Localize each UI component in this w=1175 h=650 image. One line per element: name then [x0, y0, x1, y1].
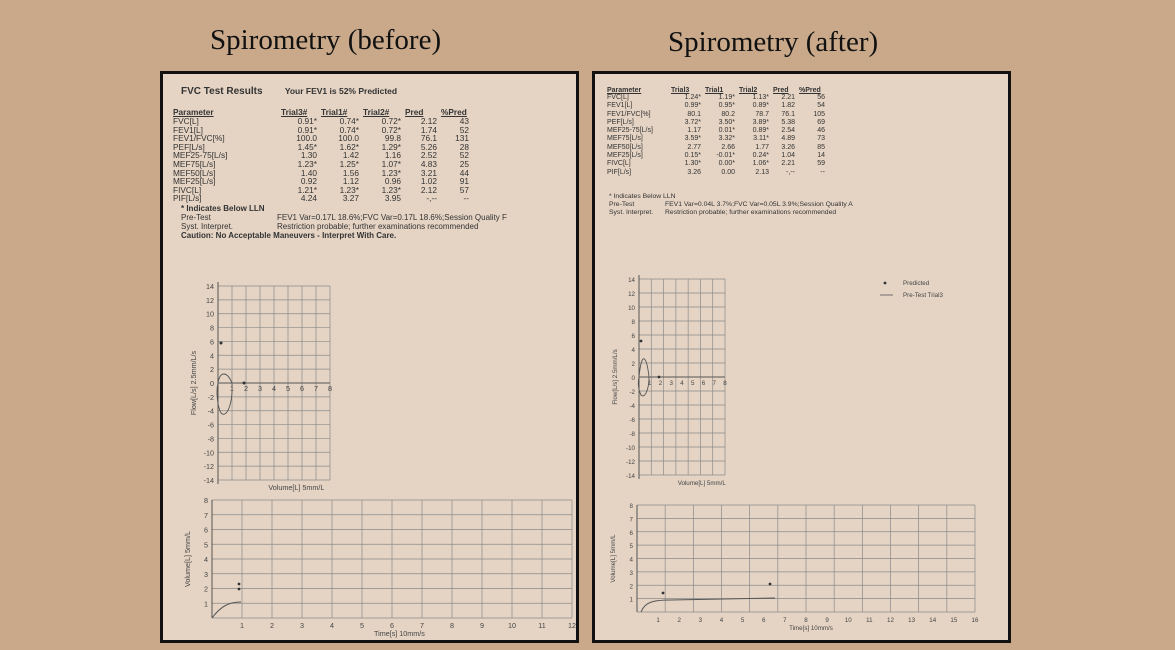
report-title: FVC Test Results [181, 86, 263, 97]
value-cell: 54 [817, 102, 825, 110]
value-cell: 85 [817, 143, 825, 151]
predicted-marker [238, 588, 241, 591]
x-tick-label: 3 [300, 621, 304, 630]
value-cell: 3.26 [781, 143, 795, 151]
parameter-cell: MEF25[L/s] [173, 176, 216, 187]
value-cell: -0.01* [716, 152, 735, 160]
x-tick-label: 7 [712, 380, 716, 387]
parameter-cell: FEV1/FVC[%] [607, 110, 651, 118]
value-cell: 0.91* [297, 124, 317, 135]
col-header: Trial2 [739, 87, 758, 94]
y-tick-label: 0 [631, 375, 635, 382]
x-tick-label: 16 [971, 617, 979, 624]
value-cell: 76.1 [420, 133, 437, 144]
x-axis-label: Time[s] 10mm/s [789, 625, 833, 632]
parameter-cell: PEF[L/s] [173, 141, 205, 152]
x-tick-label: 10 [508, 621, 516, 630]
y-tick-label: 14 [628, 277, 635, 284]
value-cell: 78.7 [755, 110, 769, 118]
y-tick-label: 5 [204, 540, 208, 550]
y-tick-label: -4 [629, 403, 635, 410]
value-cell: 0.00 [721, 168, 735, 176]
x-tick-label: 1 [656, 617, 660, 624]
y-tick-label: 10 [206, 309, 214, 319]
col-header: Trial3# [281, 107, 308, 117]
pretest-label: Pre-Test [181, 213, 211, 222]
value-cell: 1.13* [752, 94, 769, 101]
value-cell: 3.11* [753, 135, 769, 143]
value-cell: 3.50* [718, 118, 735, 126]
value-cell: 14 [817, 152, 825, 160]
x-tick-label: 6 [390, 621, 394, 630]
lln-note: * Indicates Below LLN [609, 193, 676, 200]
value-cell: 28 [459, 141, 469, 152]
y-axis-label: Volume[L] 5mm/L [183, 531, 192, 587]
y-tick-label: 2 [631, 361, 635, 368]
value-cell: 2.12 [420, 184, 437, 195]
value-cell: 0.89* [752, 102, 769, 110]
heading-before: Spirometry (before) [210, 24, 442, 56]
value-cell: 3.27 [342, 193, 359, 204]
value-cell: 46 [817, 127, 825, 135]
value-cell: 1.06* [752, 160, 769, 168]
value-cell: 0.15* [684, 152, 701, 160]
x-tick-label: 5 [691, 380, 695, 387]
value-cell: 1.16 [384, 150, 401, 161]
y-tick-label: 7 [629, 516, 633, 524]
x-tick-label: 3 [669, 380, 673, 387]
value-cell: 99.8 [384, 133, 401, 144]
x-tick-label: 1 [240, 621, 244, 630]
volume-time-curve [641, 598, 775, 612]
legend-predicted-marker [884, 282, 887, 285]
x-tick-label: 2 [658, 380, 663, 387]
x-tick-label: 8 [723, 380, 727, 387]
value-cell: 1.19* [718, 94, 735, 101]
x-tick-label: 3 [258, 384, 262, 393]
value-cell: 1.30* [684, 160, 701, 168]
value-cell: 2.77 [687, 143, 701, 151]
x-tick-label: 5 [286, 384, 290, 393]
x-tick-label: 5 [360, 621, 364, 630]
value-cell: 52 [459, 124, 469, 135]
y-tick-label: -8 [629, 431, 635, 438]
col-header: Trial1# [321, 107, 348, 117]
value-cell: 1.02 [420, 176, 437, 187]
parameter-cell: FIVC[L] [607, 160, 631, 168]
value-cell: 0.00* [718, 160, 735, 168]
y-tick-label: 14 [206, 282, 214, 291]
value-cell: 25 [459, 158, 469, 169]
value-cell: 1.24* [684, 94, 701, 101]
y-tick-label: 8 [210, 323, 214, 333]
x-axis-label: Volume[L] 5mm/L [677, 480, 726, 487]
x-tick-label: 6 [300, 384, 304, 393]
parameter-cell: FEV1[L] [607, 102, 633, 110]
predicted-marker [662, 592, 665, 595]
value-cell: 0.96 [384, 176, 401, 187]
value-cell: 4.83 [420, 158, 437, 169]
value-cell: 0.01* [718, 127, 735, 135]
col-header: Trial2# [363, 107, 390, 117]
value-cell: 1.56 [342, 167, 359, 178]
parameter-cell: PIF[L/s] [607, 168, 632, 176]
x-tick-label: 6 [701, 380, 706, 387]
value-cell: 1.21* [297, 184, 317, 195]
x-tick-label: 11 [866, 617, 873, 624]
y-tick-label: 2 [629, 583, 633, 591]
col-header: %Pred [799, 87, 821, 94]
y-tick-label: 1 [629, 596, 633, 604]
heading-after: Spirometry (after) [668, 26, 879, 58]
x-tick-label: 7 [783, 617, 787, 624]
x-tick-label: 11 [538, 621, 546, 630]
value-cell: 73 [817, 135, 825, 143]
value-cell: 3.26 [687, 168, 701, 176]
value-cell: 57 [459, 184, 469, 195]
y-tick-label: 4 [629, 556, 633, 564]
y-tick-label: 6 [204, 525, 208, 535]
parameter-cell: MEF50[L/s] [173, 167, 216, 178]
x-tick-label: 10 [844, 617, 852, 624]
parameter-cell: MEF50[L/s] [607, 143, 643, 151]
y-tick-label: 2 [204, 584, 208, 594]
value-cell: 43 [459, 116, 469, 126]
x-tick-label: 12 [568, 621, 576, 630]
fev1-summary: Your FEV1 is 52% Predicted [284, 86, 398, 96]
flow-volume-curve [217, 374, 232, 414]
col-header: Trial3 [671, 87, 690, 94]
value-cell: 3.95 [384, 193, 401, 204]
y-tick-label: 4 [210, 351, 214, 361]
value-cell: 59 [817, 160, 825, 168]
x-axis-label: Time[s] 10mm/s [374, 629, 425, 638]
y-tick-label: 8 [629, 503, 633, 510]
value-cell: 3.72* [684, 118, 701, 126]
value-cell: 1.29* [381, 141, 401, 152]
interp-text: Restriction probable; further examinations recommended [665, 209, 837, 216]
y-tick-label: 5 [629, 543, 633, 551]
y-tick-label: 12 [628, 291, 635, 298]
parameter-cell: FEV1[L] [173, 124, 203, 135]
y-tick-label: -12 [626, 459, 635, 466]
x-tick-label: 13 [908, 617, 916, 624]
charts-after [595, 74, 1008, 640]
y-tick-label: 1 [204, 599, 208, 609]
value-cell: 0.74* [339, 124, 359, 135]
y-tick-label: -10 [626, 445, 635, 452]
value-cell: 0.72* [381, 124, 401, 135]
value-cell: 4.24 [300, 193, 317, 204]
value-cell: 4.89 [781, 135, 795, 143]
parameter-cell: MEF25-75[L/s] [173, 150, 228, 161]
report-after-frame [592, 71, 1011, 643]
value-cell: 100.0 [338, 133, 359, 144]
value-cell: 2.66 [721, 143, 735, 151]
y-tick-label: -14 [203, 476, 214, 485]
y-tick-label: -6 [629, 417, 635, 424]
value-cell: 0.89* [752, 127, 769, 135]
predicted-marker [238, 583, 241, 586]
x-tick-label: 7 [420, 621, 424, 630]
parameter-cell: FEV1/FVC[%] [173, 133, 225, 144]
col-header: Parameter [173, 107, 214, 117]
y-tick-label: -6 [207, 420, 214, 430]
value-cell: 0.92 [300, 176, 317, 187]
value-cell: 1.45* [297, 141, 317, 152]
x-tick-label: 7 [314, 384, 318, 393]
x-tick-label: 4 [719, 617, 724, 624]
value-cell: 105 [813, 110, 825, 118]
x-tick-label: 2 [270, 621, 274, 630]
pretest-text: FEV1 Var=0.17L 18.6%;FVC Var=0.17L 18.6%;Session Quality F [277, 213, 507, 222]
interp-label: Syst. Interpret. [181, 222, 234, 231]
value-cell: 0.95* [718, 102, 735, 110]
value-cell: 1.12 [342, 176, 359, 187]
col-header: Pred [405, 107, 424, 117]
predicted-marker [243, 382, 246, 385]
y-tick-label: 0 [210, 379, 214, 388]
value-cell: 1.74 [420, 124, 437, 135]
value-cell: 1.25* [339, 158, 359, 169]
y-axis-label: Flow[L/s] 2.5mm/L/s [612, 349, 619, 405]
predicted-marker [220, 342, 223, 345]
value-cell: 3.89* [752, 118, 769, 126]
value-cell: 52 [459, 150, 469, 161]
parameter-cell: MEF75[L/s] [607, 135, 643, 143]
value-cell: 3.21 [420, 167, 437, 178]
value-cell: 5.26 [420, 141, 437, 152]
x-tick-label: 14 [929, 617, 937, 624]
x-tick-label: 3 [698, 617, 703, 624]
y-tick-label: -4 [207, 406, 214, 416]
report-before-frame [160, 71, 579, 643]
x-tick-label: 4 [272, 384, 276, 393]
value-cell: 1.77 [755, 143, 769, 151]
y-tick-label: -12 [203, 462, 214, 472]
x-tick-label: 1 [230, 384, 234, 393]
value-cell: 100.0 [296, 133, 317, 144]
y-tick-label: -10 [203, 448, 214, 458]
x-tick-label: 8 [328, 384, 332, 393]
value-cell: -- [820, 168, 825, 176]
parameter-cell: FIVC[L] [173, 184, 202, 195]
x-tick-label: 4 [680, 380, 684, 387]
value-cell: 1.42 [342, 150, 359, 161]
value-cell: 1.23* [339, 184, 359, 195]
value-cell: 56 [817, 94, 825, 101]
x-tick-label: 1 [648, 380, 652, 387]
pretest-label: Pre-Test [609, 201, 635, 208]
value-cell: 1.23* [381, 184, 401, 195]
y-tick-label: -2 [207, 392, 214, 402]
parameter-cell: MEF75[L/s] [173, 158, 216, 169]
x-tick-label: 6 [762, 617, 766, 624]
predicted-marker [658, 376, 661, 379]
col-header: Trial1 [705, 87, 724, 94]
value-cell: 1.17 [687, 127, 701, 135]
y-tick-label: -14 [626, 473, 635, 480]
x-tick-label: 4 [330, 621, 334, 630]
y-tick-label: 10 [628, 305, 635, 312]
value-cell: 0.72* [381, 116, 401, 126]
x-tick-label: 15 [950, 617, 958, 624]
value-cell: 2.21 [781, 160, 795, 168]
col-header: Pred [773, 87, 789, 94]
parameter-cell: FVC[L] [173, 116, 199, 126]
value-cell: 1.23* [297, 158, 317, 169]
y-tick-label: -2 [629, 389, 635, 396]
value-cell: 44 [459, 167, 469, 178]
value-cell: 5.38 [781, 118, 795, 126]
parameter-cell: FVC[L] [607, 94, 629, 101]
x-tick-label: 9 [480, 621, 484, 630]
value-cell: -- [463, 193, 469, 204]
y-tick-label: 8 [631, 319, 635, 326]
parameter-cell: PIF[L/s] [173, 193, 202, 204]
value-cell: 0.99* [684, 102, 701, 110]
value-cell: 1.23* [381, 167, 401, 178]
x-tick-label: 8 [804, 617, 808, 624]
value-cell: 80.2 [721, 110, 735, 118]
value-cell: 0.24* [752, 152, 769, 160]
value-cell: 2.13 [755, 168, 769, 176]
col-header: %Pred [441, 107, 467, 117]
legend-predicted-label: Predicted [903, 280, 930, 287]
value-cell: 1.30 [300, 150, 317, 161]
lln-note: * Indicates Below LLN [181, 204, 265, 213]
y-tick-label: 6 [629, 529, 633, 537]
interp-text: Restriction probable; further examinations recommended [277, 222, 479, 231]
y-tick-label: -8 [207, 434, 214, 444]
y-tick-label: 12 [206, 295, 214, 305]
y-tick-label: 3 [629, 569, 633, 577]
parameter-cell: PEF[L/s] [607, 118, 634, 126]
x-tick-label: 5 [740, 617, 745, 624]
x-tick-label: 2 [244, 384, 248, 393]
volume-time-curve [212, 602, 241, 618]
predicted-marker [769, 583, 772, 586]
parameter-cell: MEF25[L/s] [607, 152, 643, 160]
value-cell: 1.40 [300, 167, 317, 178]
y-axis-label: Volume[L] 5mm/L [610, 534, 617, 583]
value-cell: 2.52 [420, 150, 437, 161]
x-tick-label: 12 [887, 617, 894, 624]
x-tick-label: 9 [825, 617, 829, 624]
parameter-cell: MEF25-75[L/s] [607, 127, 653, 135]
predicted-marker [640, 340, 643, 343]
col-header: Parameter [607, 87, 642, 94]
y-tick-label: 6 [210, 337, 214, 347]
value-cell: -,-- [786, 168, 795, 176]
legend-pretest-label: Pre-Test Trial3 [903, 292, 943, 299]
value-cell: 80.1 [687, 110, 701, 118]
caution-text: Caution: No Acceptable Maneuvers - Interpret With Care. [181, 231, 397, 240]
value-cell: 131 [455, 133, 469, 144]
y-tick-label: 7 [204, 510, 208, 520]
value-cell: 2.54 [781, 127, 795, 135]
value-cell: 2.12 [420, 116, 437, 126]
value-cell: 0.91* [297, 116, 317, 126]
value-cell: 76.1 [781, 110, 795, 118]
value-cell: 1.07* [381, 158, 401, 169]
x-axis-label: Volume[L] 5mm/L [268, 483, 325, 492]
y-tick-label: 2 [210, 365, 214, 375]
value-cell: 0.74* [339, 116, 359, 126]
x-tick-label: 2 [677, 617, 681, 624]
value-cell: 69 [817, 118, 825, 126]
charts-before [163, 74, 576, 640]
value-cell: 1.62* [339, 141, 359, 152]
value-cell: -,-- [426, 193, 437, 204]
value-cell: 3.59* [684, 135, 701, 143]
y-tick-label: 4 [204, 555, 208, 564]
interp-label: Syst. Interpret. [609, 209, 654, 216]
pretest-text: FEV1 Var=0.04L 3.7%;FVC Var=0.05L 3.9%;Session Quality A [665, 201, 853, 208]
value-cell: 91 [459, 176, 469, 187]
y-tick-label: 6 [631, 333, 635, 340]
y-axis-label: Flow[L/s] 2.5mm/L/s [189, 350, 198, 416]
value-cell: 1.82 [781, 102, 795, 110]
y-tick-label: 4 [631, 347, 635, 354]
value-cell: 3.32* [718, 135, 735, 143]
y-tick-label: 8 [204, 496, 208, 505]
y-tick-label: 3 [204, 569, 208, 579]
value-cell: 2.21 [781, 94, 795, 101]
x-tick-label: 8 [450, 621, 454, 630]
value-cell: 1.04 [781, 152, 795, 160]
